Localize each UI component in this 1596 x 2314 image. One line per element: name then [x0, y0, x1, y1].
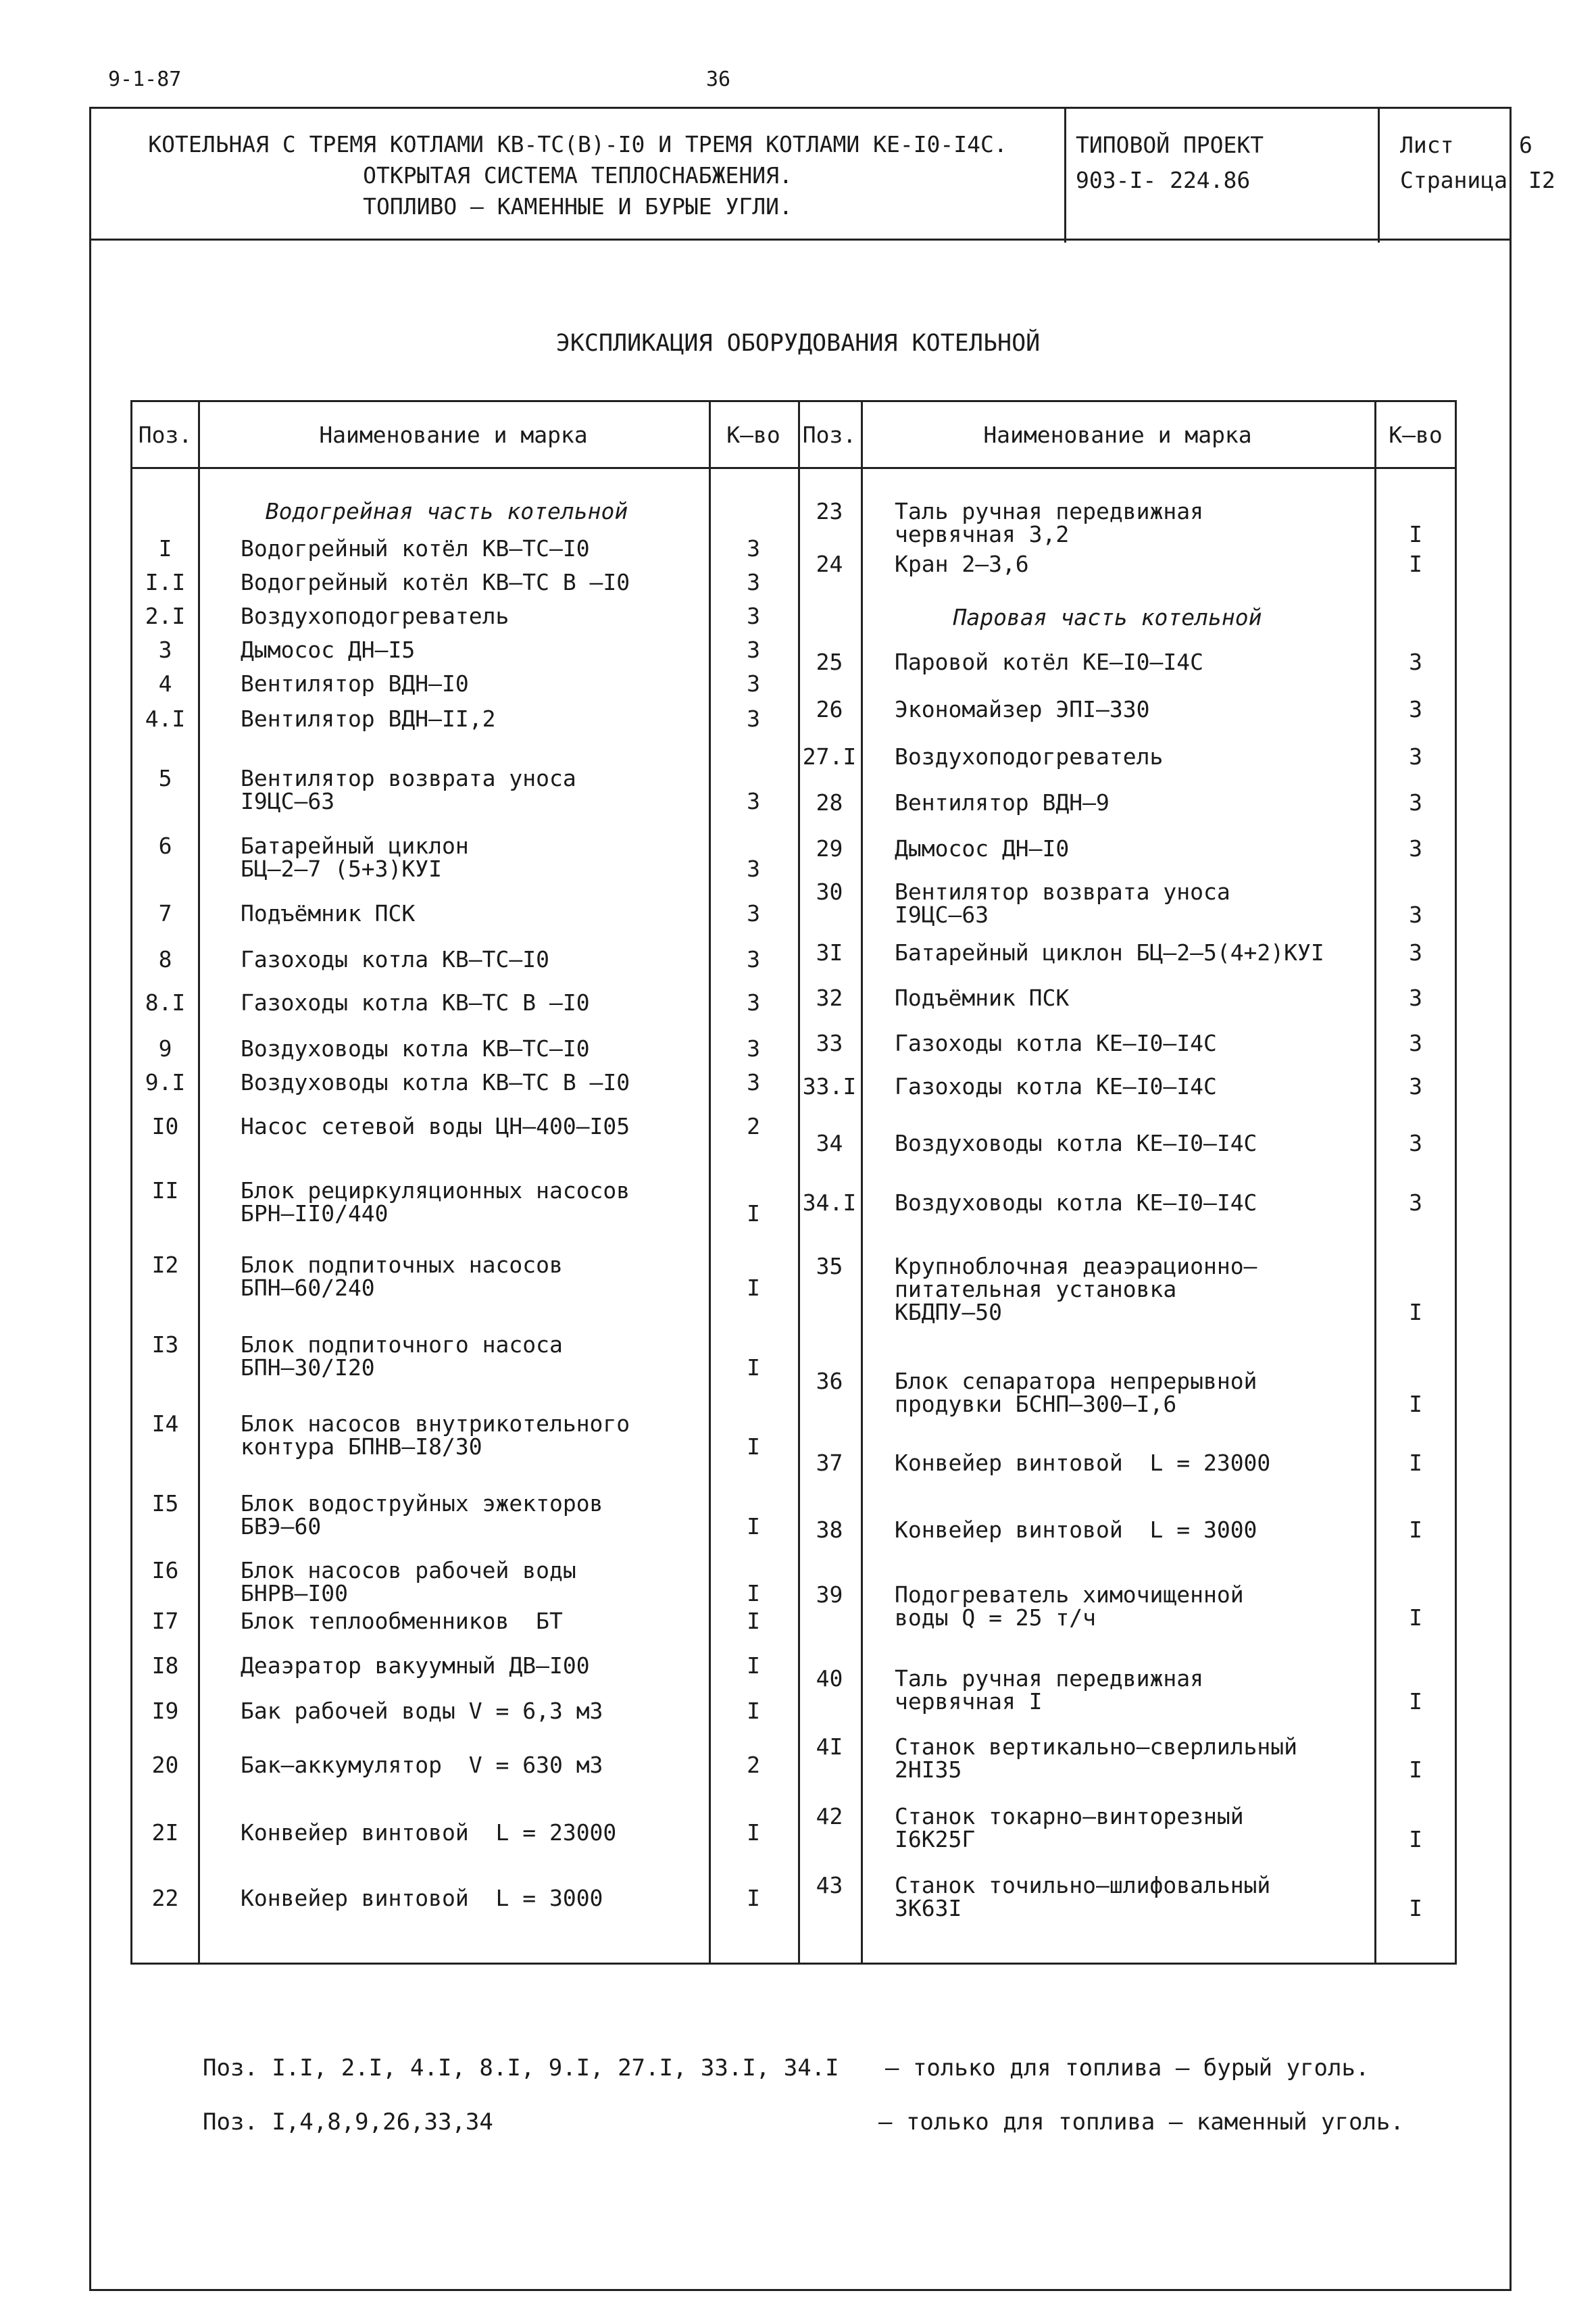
position-cell: 9.I	[145, 1069, 186, 1096]
quantity-cell: 3	[747, 1035, 760, 1062]
quantity-cell: 3	[1409, 902, 1422, 928]
position-cell: 39	[816, 1581, 843, 1608]
position-cell: 22	[151, 1885, 179, 1911]
header-pos: Поз.	[802, 421, 857, 448]
position-cell: 33.I	[802, 1073, 857, 1100]
quantity-cell: I	[1409, 1604, 1422, 1631]
title-block	[89, 107, 1555, 241]
header-name: Наименование и марка	[319, 421, 588, 448]
position-cell: 23	[816, 498, 843, 524]
name-cell: Конвейер винтовой L = 3000	[241, 1885, 603, 1911]
quantity-cell: 3	[1409, 1130, 1422, 1156]
position-cell: I4	[151, 1410, 179, 1437]
position-cell: 4.I	[145, 706, 186, 732]
name-cell: Блок насосов внутрикотельного контура БПНВ–I8/30	[241, 1410, 630, 1460]
quantity-cell: I	[1409, 521, 1422, 547]
position-cell: 26	[816, 696, 843, 722]
name-cell: Воздуховоды котла КВ–ТС–I0	[241, 1035, 590, 1062]
position-cell: 34	[816, 1130, 843, 1156]
name-cell: Водогрейный котёл КВ–ТС–I0	[241, 535, 590, 562]
name-cell: Крупноблочная деаэрационно– питательная установка КБДПУ–50	[895, 1253, 1257, 1325]
name-cell: Вентилятор возврата уноса I9ЦС–63	[895, 879, 1230, 928]
note-text: – только для топлива – бурый уголь.	[885, 2054, 1370, 2082]
position-cell: I9	[151, 1698, 179, 1724]
quantity-cell: I	[747, 1354, 760, 1381]
name-cell: Кран 2–3,6	[895, 551, 1029, 577]
name-cell: Конвейер винтовой L = 3000	[895, 1517, 1257, 1543]
name-cell: Подогреватель химочищенной воды Q = 25 т/ч	[895, 1581, 1244, 1631]
quantity-cell: 2	[747, 1752, 760, 1778]
name-cell: Бак рабочей воды V = 6,3 м3	[241, 1698, 603, 1724]
quantity-cell: 3	[1409, 789, 1422, 816]
position-cell: 7	[158, 900, 172, 927]
quantity-cell: I	[1409, 1517, 1422, 1543]
quantity-cell: 3	[1409, 985, 1422, 1011]
name-cell: Блок подпиточных насосов БПН–60/240	[241, 1252, 563, 1301]
project-number: 903-I- 224.86	[1076, 167, 1251, 193]
quantity-cell: 3	[747, 637, 760, 663]
name-cell: Водогрейная часть котельной	[265, 498, 628, 524]
name-cell: Газоходы котла КЕ–I0–I4С	[895, 1030, 1217, 1056]
quantity-cell: 3	[1409, 939, 1422, 966]
quantity-cell: I	[747, 1652, 760, 1679]
column-divider	[709, 402, 711, 1963]
quantity-cell: 3	[747, 900, 760, 927]
quantity-cell: 3	[747, 670, 760, 697]
quantity-cell: I	[1409, 1299, 1422, 1325]
position-cell: 28	[816, 789, 843, 816]
position-cell: 8.I	[145, 989, 186, 1016]
position-cell: I2	[151, 1252, 179, 1278]
quantity-cell: 3	[1409, 743, 1422, 770]
position-cell: 40	[816, 1665, 843, 1692]
sheet-cell	[1378, 109, 1555, 243]
position-cell: I6	[151, 1557, 179, 1583]
quantity-cell: 3	[1409, 649, 1422, 675]
quantity-cell: 3	[747, 989, 760, 1016]
name-cell: Батарейный циклон БЦ–2–7 (5+3)КУI	[241, 833, 469, 882]
position-cell: 25	[816, 649, 843, 675]
name-cell: Воздуховоды котла КЕ–I0–I4С	[895, 1130, 1257, 1156]
header-pos: Поз.	[138, 421, 193, 448]
name-cell: Блок насосов рабочей воды БНРВ–I00	[241, 1557, 576, 1606]
name-cell: Блок подпиточного насоса БПН–30/I20	[241, 1331, 563, 1381]
position-cell: 42	[816, 1803, 843, 1829]
name-cell: Блок рециркуляционных насосов БРН–II0/440	[241, 1177, 630, 1227]
quantity-cell: I	[1409, 1391, 1422, 1417]
quantity-cell: 3	[747, 706, 760, 732]
column-divider	[1374, 402, 1376, 1963]
name-cell: Вентилятор ВДН–II,2	[241, 706, 496, 732]
quantity-cell: I	[747, 1885, 760, 1911]
position-cell: 4	[158, 670, 172, 697]
position-cell: 6	[158, 833, 172, 859]
quantity-cell: I	[1409, 551, 1422, 577]
quantity-cell: I	[1409, 1756, 1422, 1783]
position-cell: I3	[151, 1331, 179, 1358]
name-cell: Газоходы котла КВ–ТС–I0	[241, 946, 549, 973]
sheet-label: Лист	[1400, 132, 1454, 158]
quantity-cell: 2	[747, 1113, 760, 1139]
name-cell: Деаэратор вакуумный ДВ–I00	[241, 1652, 590, 1679]
header-name: Наименование и марка	[983, 421, 1252, 448]
position-cell: 43	[816, 1872, 843, 1898]
name-cell: Экономайзер ЭПI–330	[895, 696, 1150, 722]
position-cell: 2.I	[145, 603, 186, 629]
position-cell: 3	[158, 637, 172, 663]
sheet-value: 6	[1519, 132, 1532, 158]
document-code: 9-1-87	[108, 68, 182, 91]
name-cell: Станок токарно–винторезный I6К25Г	[895, 1803, 1244, 1852]
quantity-cell: I	[747, 1513, 760, 1540]
name-cell: Паровая часть котельной	[953, 604, 1262, 631]
name-cell: Таль ручная передвижная червячная 3,2	[895, 498, 1203, 547]
note-label: Поз. I.I, 2.I, 4.I, 8.I, 9.I, 27.I, 33.I, 34.I	[203, 2054, 839, 2082]
position-cell: 20	[151, 1752, 179, 1778]
quantity-cell: I	[747, 1608, 760, 1634]
quantity-cell: 3	[1409, 696, 1422, 722]
column-divider	[198, 402, 200, 1963]
name-cell: Таль ручная передвижная червячная I	[895, 1665, 1203, 1715]
name-cell: Бак–аккумулятор V = 630 м3	[241, 1752, 603, 1778]
quantity-cell: I	[747, 1275, 760, 1301]
position-cell: 4I	[816, 1733, 843, 1760]
name-cell: Конвейер винтовой L = 23000	[895, 1450, 1271, 1476]
quantity-cell: I	[1409, 1895, 1422, 1921]
project-cell	[1064, 109, 1378, 243]
name-cell: Конвейер винтовой L = 23000	[241, 1819, 617, 1846]
quantity-cell: 3	[747, 603, 760, 629]
position-cell: II	[151, 1177, 179, 1204]
page-value: I2	[1528, 167, 1555, 193]
name-cell: Вентилятор возврата уноса I9ЦС–63	[241, 765, 576, 814]
name-cell: Вентилятор ВДН–I0	[241, 670, 469, 697]
position-cell: I8	[151, 1652, 179, 1679]
position-cell: 9	[158, 1035, 172, 1062]
position-cell: 33	[816, 1030, 843, 1056]
name-cell: Подъёмник ПСК	[895, 985, 1070, 1011]
name-cell: Паровой котёл КЕ–I0–I4С	[895, 649, 1203, 675]
header-qty: К–во	[1389, 421, 1443, 448]
name-cell: Водогрейный котёл КВ–ТС В –I0	[241, 569, 630, 595]
position-cell: I.I	[145, 569, 186, 595]
position-cell: 27.I	[802, 743, 857, 770]
position-cell: I5	[151, 1490, 179, 1517]
quantity-cell: 3	[747, 1069, 760, 1096]
quantity-cell: 3	[747, 856, 760, 882]
name-cell: Вентилятор ВДН–9	[895, 789, 1109, 816]
quantity-cell: 3	[747, 788, 760, 814]
note-text: – только для топлива – каменный уголь.	[878, 2109, 1404, 2136]
position-cell: 24	[816, 551, 843, 577]
project-label: ТИПОВОЙ ПРОЕКТ	[1076, 132, 1264, 158]
name-cell: Батарейный циклон БЦ–2–5(4+2)КУI	[895, 939, 1324, 966]
table-heading: ЭКСПЛИКАЦИЯ ОБОРУДОВАНИЯ КОТЕЛЬНОЙ	[555, 330, 1041, 357]
quantity-cell: I	[747, 1200, 760, 1227]
title-text	[91, 109, 1064, 243]
name-cell: Воздухоподогреватель	[895, 743, 1164, 770]
name-cell: Блок теплообменников БТ	[241, 1608, 563, 1634]
quantity-cell: 3	[1409, 1030, 1422, 1056]
name-cell: Станок вертикально–сверлильный 2НI35	[895, 1733, 1298, 1783]
title-line: КОТЕЛЬНАЯ С ТРЕМЯ КОТЛАМИ КВ-ТС(В)-I0 И ТРЕМЯ КОТЛАМИ КЕ-I0-I4С.	[148, 131, 1007, 157]
position-cell: 2I	[151, 1819, 179, 1846]
quantity-cell: 3	[1409, 835, 1422, 862]
quantity-cell: I	[747, 1580, 760, 1606]
name-cell: Станок точильно–шлифовальный 3К63I	[895, 1872, 1271, 1921]
title-line: ОТКРЫТАЯ СИСТЕМА ТЕПЛОСНАБЖЕНИЯ.	[363, 162, 793, 189]
column-divider	[861, 402, 863, 1963]
position-cell: 30	[816, 879, 843, 905]
name-cell: Блок сепаратора непрерывной продувки БСНП–300–I,6	[895, 1368, 1257, 1417]
equipment-table	[130, 400, 1457, 1965]
position-cell: I	[158, 535, 172, 562]
page-number: 36	[706, 68, 731, 91]
position-cell: 35	[816, 1253, 843, 1279]
name-cell: Газоходы котла КЕ–I0–I4С	[895, 1073, 1217, 1100]
quantity-cell: I	[747, 1819, 760, 1846]
position-cell: 36	[816, 1368, 843, 1394]
position-cell: 29	[816, 835, 843, 862]
column-divider	[798, 402, 800, 1963]
quantity-cell: I	[1409, 1826, 1422, 1852]
position-cell: 32	[816, 985, 843, 1011]
header-qty: К–во	[726, 421, 780, 448]
position-cell: 38	[816, 1517, 843, 1543]
position-cell: 5	[158, 765, 172, 791]
position-cell: 3I	[816, 939, 843, 966]
quantity-cell: 3	[1409, 1189, 1422, 1216]
note-label: Поз. I,4,8,9,26,33,34	[203, 2109, 493, 2136]
name-cell: Воздуховоды котла КВ–ТС В –I0	[241, 1069, 630, 1096]
quantity-cell: I	[1409, 1688, 1422, 1715]
quantity-cell: 3	[747, 946, 760, 973]
position-cell: 8	[158, 946, 172, 973]
quantity-cell: I	[747, 1698, 760, 1724]
title-line: ТОПЛИВО – КАМЕННЫЕ И БУРЫЕ УГЛИ.	[363, 193, 793, 220]
position-cell: I7	[151, 1608, 179, 1634]
name-cell: Воздуховоды котла КЕ–I0–I4С	[895, 1189, 1257, 1216]
name-cell: Газоходы котла КВ–ТС В –I0	[241, 989, 590, 1016]
quantity-cell: I	[1409, 1450, 1422, 1476]
name-cell: Подъёмник ПСК	[241, 900, 416, 927]
quantity-cell: 3	[1409, 1073, 1422, 1100]
position-cell: 37	[816, 1450, 843, 1476]
quantity-cell: 3	[747, 535, 760, 562]
position-cell: 34.I	[802, 1189, 857, 1216]
quantity-cell: I	[747, 1433, 760, 1460]
position-cell: I0	[151, 1113, 179, 1139]
name-cell: Дымосос ДН–I0	[895, 835, 1070, 862]
name-cell: Дымосос ДН–I5	[241, 637, 416, 663]
header-rule	[132, 467, 1455, 469]
page-label: Страница	[1400, 167, 1507, 193]
quantity-cell: 3	[747, 569, 760, 595]
name-cell: Насос сетевой воды ЦН–400–I05	[241, 1113, 630, 1139]
name-cell: Блок водоструйных эжекторов БВЭ–60	[241, 1490, 603, 1540]
name-cell: Воздухоподогреватель	[241, 603, 509, 629]
